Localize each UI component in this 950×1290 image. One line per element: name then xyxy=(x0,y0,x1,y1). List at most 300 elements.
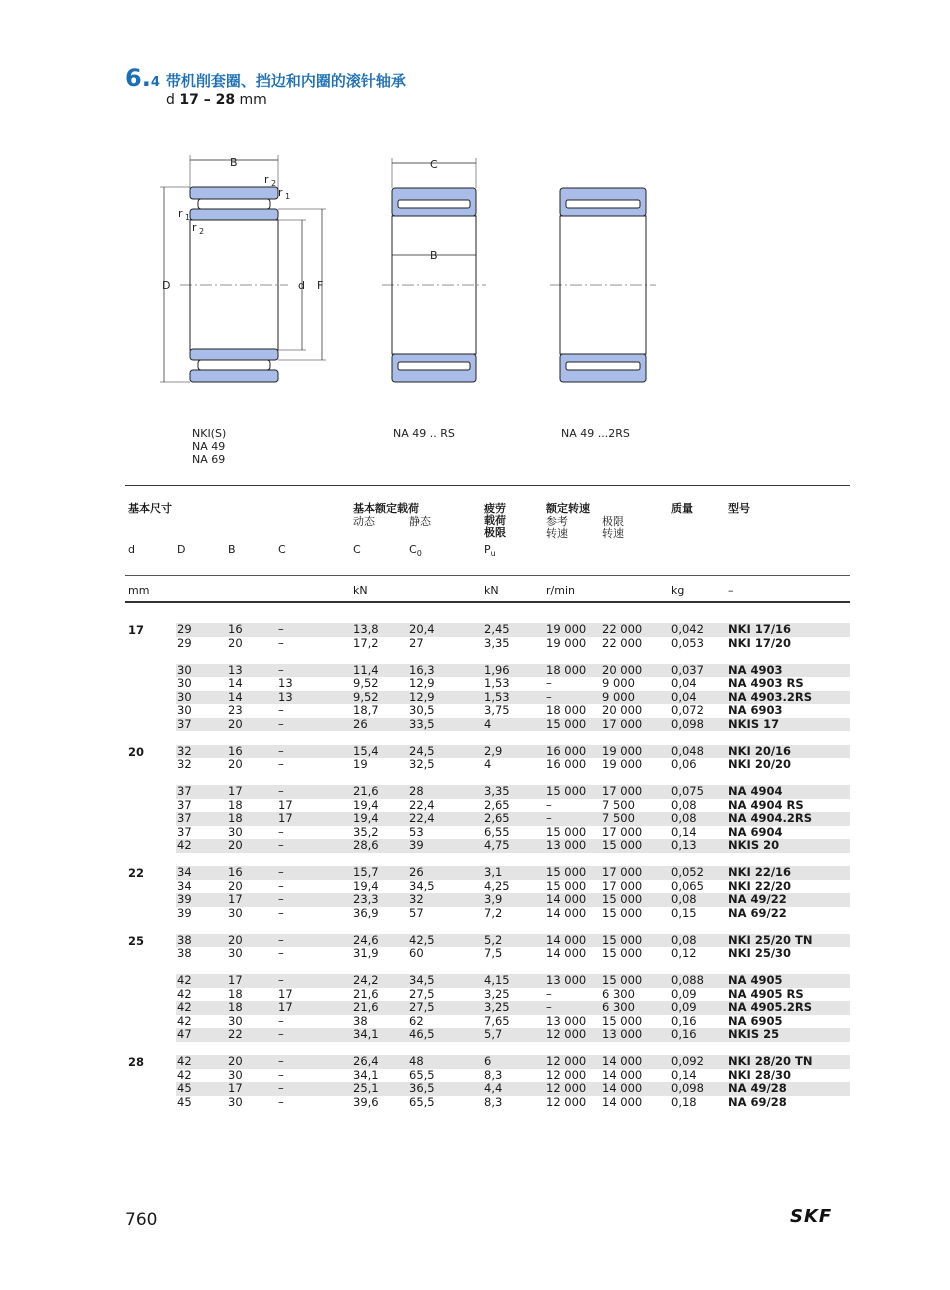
table-row xyxy=(176,704,850,718)
table-cell: 14 000 xyxy=(602,1067,643,1082)
table-row xyxy=(176,880,850,894)
table-cell: 15 000 xyxy=(546,716,587,731)
hdr-static: 静态 xyxy=(409,515,431,528)
inner-ring-top xyxy=(190,209,278,220)
designation-cell: NKIS 25 xyxy=(728,1027,780,1041)
table-cell: 30 xyxy=(228,824,243,839)
hdr-speed: 额定转速 xyxy=(546,502,590,515)
table-cell: 15 000 xyxy=(602,838,643,852)
table-cell: 3,1 xyxy=(484,865,503,879)
table-row xyxy=(176,839,850,853)
table-cell: 20 xyxy=(228,838,243,852)
table-cell: – xyxy=(278,743,284,758)
table-cell: 0,092 xyxy=(671,1054,704,1068)
table-cell: 38 xyxy=(177,932,192,947)
unit-mm: mm xyxy=(128,584,150,597)
table-cell: 4,15 xyxy=(484,973,510,987)
table-cell: 18 xyxy=(228,811,243,825)
table-row xyxy=(176,988,850,1002)
table-cell: 0,14 xyxy=(671,1067,697,1082)
table-row xyxy=(176,812,850,826)
table-row xyxy=(176,785,850,799)
unit-rpm: r/min xyxy=(546,584,575,597)
designation-cell: NA 4905 xyxy=(728,973,783,987)
table-cell: 2,65 xyxy=(484,811,510,825)
hdr-mass: 质量 xyxy=(671,502,693,515)
unit-kn-2: kN xyxy=(484,584,499,597)
table-cell: 8,3 xyxy=(484,1067,503,1082)
table-cell: 18,7 xyxy=(353,703,379,717)
table-cell: 42,5 xyxy=(409,932,435,947)
table-cell: 20,4 xyxy=(409,622,435,636)
table-cell: 0,098 xyxy=(671,1081,704,1095)
table-cell: 14 000 xyxy=(546,932,587,947)
table-cell: 57 xyxy=(409,905,424,920)
sym-B: B xyxy=(228,543,236,556)
table-row xyxy=(176,947,850,961)
table-cell: 53 xyxy=(409,824,424,839)
table-cell: 20 xyxy=(228,932,243,947)
hdr-ref-speed: 参考 转速 xyxy=(546,515,568,540)
table-cell: 4 xyxy=(484,716,492,731)
caption-na69: NA 69 xyxy=(192,453,226,466)
table-cell: 4,4 xyxy=(484,1081,503,1095)
table-cell: 36,5 xyxy=(409,1081,435,1095)
table-cell: – xyxy=(278,892,284,906)
table-cell: 37 xyxy=(177,716,192,731)
unit-kn-1: kN xyxy=(353,584,368,597)
section-title-text: 带机削套圈、挡边和内圈的滚针轴承 xyxy=(165,72,406,90)
table-cell: 38 xyxy=(177,946,192,960)
designation-cell: NA 69/22 xyxy=(728,905,787,920)
table-cell: 0,08 xyxy=(671,811,697,825)
table-cell: – xyxy=(546,797,552,812)
designation-cell: NKI 17/16 xyxy=(728,622,792,636)
table-cell: 65,5 xyxy=(409,1094,435,1109)
table-cell: 65,5 xyxy=(409,1067,435,1082)
table-cell: 46,5 xyxy=(409,1027,435,1041)
table-cell: 0,037 xyxy=(671,662,704,677)
table-row xyxy=(176,866,850,880)
bore-diameter-label: 28 xyxy=(128,1055,145,1069)
table-row xyxy=(176,1069,850,1083)
table-cell: 47 xyxy=(177,1027,192,1041)
drawing-nki xyxy=(160,155,326,382)
table-cell: 18 xyxy=(228,797,243,812)
hdr-designation: 型号 xyxy=(728,502,750,515)
table-cell: 18 000 xyxy=(546,703,587,717)
table-units-rule xyxy=(125,601,850,603)
table-cell: 37 xyxy=(177,811,192,825)
label-r1-right-sub: 1 xyxy=(285,192,291,201)
table-cell: – xyxy=(278,824,284,839)
bearing-drawings xyxy=(150,150,670,390)
table-cell: 12 000 xyxy=(546,1067,587,1082)
table-cell: 39,6 xyxy=(353,1094,379,1109)
table-cell: – xyxy=(278,1054,284,1068)
table-cell: 18 xyxy=(228,986,243,1001)
table-cell: 23 xyxy=(228,703,243,717)
table-cell: 0,065 xyxy=(671,878,704,893)
table-cell: 32 xyxy=(177,757,192,771)
table-cell: 30 xyxy=(177,703,192,717)
table-cell: 30 xyxy=(228,946,243,960)
table-cell: 17 xyxy=(278,797,293,812)
table-cell: 14 000 xyxy=(546,946,587,960)
table-cell: 17 xyxy=(278,811,293,825)
table-cell: 42 xyxy=(177,1067,192,1082)
table-cell: 15 000 xyxy=(602,973,643,987)
table-cell: – xyxy=(278,1067,284,1082)
table-cell: 33,5 xyxy=(409,716,435,731)
table-cell: 34 xyxy=(177,865,192,879)
inner-ring-bottom xyxy=(190,349,278,360)
table-cell: 5,2 xyxy=(484,932,503,947)
table-cell: 36,9 xyxy=(353,905,379,920)
table-cell: 15 000 xyxy=(602,932,643,947)
table-cell: 29 xyxy=(177,622,192,636)
table-cell: 22 000 xyxy=(602,622,643,636)
drawing-na49rs xyxy=(382,158,486,382)
unit-dash: – xyxy=(728,584,734,597)
table-cell: – xyxy=(278,622,284,636)
caption-right: NA 49 ...2RS xyxy=(561,427,630,440)
table-cell: 3,75 xyxy=(484,703,510,717)
table-cell: 0,16 xyxy=(671,1027,697,1041)
table-cell: 15 000 xyxy=(546,878,587,893)
table-cell: – xyxy=(278,662,284,677)
table-cell: – xyxy=(546,689,552,704)
table-cell: 20 xyxy=(228,635,243,650)
table-cell: 37 xyxy=(177,824,192,839)
table-cell: 42 xyxy=(177,986,192,1001)
table-cell: 0,15 xyxy=(671,905,697,920)
label-F: F xyxy=(317,279,324,292)
designation-cell: NA 6904 xyxy=(728,824,783,839)
table-row xyxy=(176,1028,850,1042)
table-cell: 27,5 xyxy=(409,986,435,1001)
table-cell: 42 xyxy=(177,1013,192,1028)
designation-cell: NKI 22/20 xyxy=(728,878,792,893)
designation-cell: NKIS 17 xyxy=(728,716,780,731)
table-cell: 15 000 xyxy=(602,1013,643,1028)
table-cell: 19 000 xyxy=(602,757,643,771)
caption-nkis: NKI(S) xyxy=(192,427,227,440)
table-cell: 32 xyxy=(409,892,424,906)
table-cell: 20 xyxy=(228,716,243,731)
table-cell: 39 xyxy=(409,838,424,852)
label-r1-left: r xyxy=(178,207,183,220)
table-cell: 25,1 xyxy=(353,1081,379,1095)
table-row xyxy=(176,664,850,678)
bore-range xyxy=(166,92,267,108)
table-row xyxy=(176,893,850,907)
table-cell: 42 xyxy=(177,1054,192,1068)
table-cell: 17 xyxy=(278,1000,293,1014)
table-cell: 0,08 xyxy=(671,932,697,947)
designation-cell: NA 4905.2RS xyxy=(728,1000,813,1014)
table-cell: 3,35 xyxy=(484,635,510,650)
table-cell: 0,14 xyxy=(671,824,697,839)
label-r2-top-sub: 2 xyxy=(271,179,277,188)
table-cell: 42 xyxy=(177,1000,192,1014)
hdr-load-ratings: 基本额定载荷 xyxy=(353,502,419,515)
table-cell: 15 000 xyxy=(546,824,587,839)
bore-diameter-label: 25 xyxy=(128,933,145,948)
table-cell: 42 xyxy=(177,838,192,852)
table-cell: 39 xyxy=(177,892,192,906)
table-cell: – xyxy=(278,703,284,717)
table-cell: – xyxy=(546,811,552,825)
sym-Pu: $P_u$ xyxy=(484,543,496,559)
table-cell: 16,3 xyxy=(409,662,435,677)
label-D: D xyxy=(162,279,171,292)
table-cell: 37 xyxy=(177,797,192,812)
table-cell: 2,9 xyxy=(484,743,503,758)
table-cell: 34 xyxy=(177,878,192,893)
table-cell: 27,5 xyxy=(409,1000,435,1014)
table-cell: 22,4 xyxy=(409,811,435,825)
designation-cell: NA 49/28 xyxy=(728,1081,787,1095)
table-cell: 34,1 xyxy=(353,1067,379,1082)
table-cell: 16 000 xyxy=(546,757,587,771)
table-cell: 0,09 xyxy=(671,1000,697,1014)
designation-cell: NA 6903 xyxy=(728,703,783,717)
table-row xyxy=(176,1015,850,1029)
table-cell: 32,5 xyxy=(409,757,435,771)
table-cell: 0,072 xyxy=(671,703,704,717)
range-unit: mm xyxy=(239,92,267,108)
table-cell: 9,52 xyxy=(353,689,379,704)
sym-C0: $C_0$ xyxy=(409,543,422,559)
table-cell: 28 xyxy=(409,784,424,798)
label-r2-left: r xyxy=(192,221,197,234)
table-cell: 9,52 xyxy=(353,676,379,690)
table-cell: 0,04 xyxy=(671,689,697,704)
table-cell: 20 xyxy=(228,878,243,893)
table-cell: – xyxy=(278,932,284,947)
table-cell: – xyxy=(278,784,284,798)
table-cell: 17 xyxy=(278,986,293,1001)
table-cell: – xyxy=(546,986,552,1001)
label-C: C xyxy=(430,158,438,171)
table-cell: 24,5 xyxy=(409,743,435,758)
section-subnumber: 4 xyxy=(150,75,160,90)
table-cell: 0,04 xyxy=(671,676,697,690)
caption-left xyxy=(192,427,226,466)
table-cell: 45 xyxy=(177,1094,192,1109)
table-cell: – xyxy=(278,1013,284,1028)
designation-cell: NA 4904.2RS xyxy=(728,811,813,825)
designation-cell: NA 4903 xyxy=(728,662,783,677)
table-cell: 3,35 xyxy=(484,784,510,798)
designation-cell: NA 4903.2RS xyxy=(728,689,813,704)
range-prefix: d xyxy=(166,92,175,108)
table-cell: 0,09 xyxy=(671,986,697,1001)
table-cell: 18 000 xyxy=(546,662,587,677)
table-row xyxy=(176,799,850,813)
label-B: B xyxy=(230,156,238,169)
table-cell: 21,6 xyxy=(353,986,379,1001)
table-cell: 5,7 xyxy=(484,1027,503,1041)
table-cell: 4 xyxy=(484,757,492,771)
designation-cell: NKI 20/16 xyxy=(728,743,792,758)
table-cell: – xyxy=(278,905,284,920)
bore-diameter-label: 17 xyxy=(128,623,145,637)
table-cell: 23,3 xyxy=(353,892,379,906)
table-cell: 13 000 xyxy=(602,1027,643,1041)
table-cell: 13 xyxy=(228,662,243,677)
table-cell: 19 xyxy=(353,757,368,771)
hdr-dynamic: 动态 xyxy=(353,515,375,528)
table-cell: 24,6 xyxy=(353,932,379,947)
table-row xyxy=(176,677,850,691)
table-cell: 16 xyxy=(228,743,243,758)
designation-cell: NKI 25/30 xyxy=(728,946,792,960)
designation-cell: NKI 22/16 xyxy=(728,865,792,879)
table-cell: 16 xyxy=(228,865,243,879)
designation-cell: NKI 17/20 xyxy=(728,635,792,650)
table-cell: 4,75 xyxy=(484,838,510,852)
table-row xyxy=(176,623,850,637)
table-cell: 3,9 xyxy=(484,892,503,906)
label-d: d xyxy=(298,279,305,292)
skf-logo: SKF xyxy=(790,1206,833,1227)
label-B-mid: B xyxy=(430,249,438,262)
table-cell: 31,9 xyxy=(353,946,379,960)
table-cell: 19 000 xyxy=(546,635,587,650)
table-cell: 13 000 xyxy=(546,838,587,852)
unit-kg: kg xyxy=(671,584,685,597)
table-cell: 32 xyxy=(177,743,192,758)
hdr-fatigue: 疲劳 载荷 极限 xyxy=(484,502,506,539)
table-cell: 34,1 xyxy=(353,1027,379,1041)
table-cell: 17 000 xyxy=(602,865,643,879)
table-cell: 1,96 xyxy=(484,662,510,677)
table-cell: 7 500 xyxy=(602,797,635,812)
table-cell: 17 xyxy=(228,784,243,798)
table-cell: – xyxy=(278,878,284,893)
table-cell: 17 000 xyxy=(602,824,643,839)
designation-cell: NKIS 20 xyxy=(728,838,780,852)
designation-cell: NKI 28/20 TN xyxy=(728,1054,813,1068)
table-cell: 21,6 xyxy=(353,784,379,798)
table-cell: 15 000 xyxy=(602,946,643,960)
sym-C: C xyxy=(278,543,286,556)
table-cell: 14 000 xyxy=(546,905,587,920)
table-cell: 2,65 xyxy=(484,797,510,812)
table-cell: 17 000 xyxy=(602,716,643,731)
label-r1-right: r xyxy=(278,186,283,199)
table-cell: 17 xyxy=(228,892,243,906)
label-r2-top: r xyxy=(264,173,269,186)
table-row xyxy=(176,745,850,759)
table-cell: 19 000 xyxy=(546,622,587,636)
table-cell: 15 000 xyxy=(546,865,587,879)
table-row xyxy=(176,934,850,948)
table-cell: – xyxy=(546,676,552,690)
table-cell: 30 xyxy=(228,905,243,920)
table-cell: 13 xyxy=(278,689,293,704)
table-cell: 22 xyxy=(228,1027,243,1041)
table-cell: 0,075 xyxy=(671,784,704,798)
table-cell: – xyxy=(278,865,284,879)
range-value: 17 – 28 xyxy=(179,92,236,108)
table-cell: 17 000 xyxy=(602,784,643,798)
outer-ring-bottom xyxy=(190,370,278,382)
caption-na49: NA 49 xyxy=(192,440,226,453)
table-cell: 17 xyxy=(228,1081,243,1095)
table-cell: 8,3 xyxy=(484,1094,503,1109)
table-row xyxy=(176,907,850,921)
table-cell: 21,6 xyxy=(353,1000,379,1014)
table-cell: 19,4 xyxy=(353,797,379,812)
table-cell: 14 000 xyxy=(602,1081,643,1095)
table-cell: 0,18 xyxy=(671,1094,697,1109)
table-cell: 12 000 xyxy=(546,1027,587,1041)
table-cell: 19,4 xyxy=(353,811,379,825)
table-cell: 13,8 xyxy=(353,622,379,636)
table-cell: 27 xyxy=(409,635,424,650)
table-cell: 42 xyxy=(177,973,192,987)
table-cell: 13 xyxy=(278,676,293,690)
table-cell: 7,65 xyxy=(484,1013,510,1028)
table-cell: – xyxy=(278,757,284,771)
table-cell: 19,4 xyxy=(353,878,379,893)
table-row xyxy=(176,1082,850,1096)
table-cell: 13 000 xyxy=(546,1013,587,1028)
table-cell: 15 000 xyxy=(602,905,643,920)
table-cell: 62 xyxy=(409,1013,424,1028)
table-row xyxy=(176,637,850,651)
table-cell: 0,052 xyxy=(671,865,704,879)
table-cell: 45 xyxy=(177,1081,192,1095)
table-cell: – xyxy=(278,1027,284,1041)
table-cell: 38 xyxy=(353,1013,368,1028)
table-cell: 6,55 xyxy=(484,824,510,839)
section-title xyxy=(125,64,406,92)
table-cell: 26,4 xyxy=(353,1054,379,1068)
table-cell: 14 000 xyxy=(546,892,587,906)
designation-cell: NA 4904 RS xyxy=(728,797,804,812)
table-cell: 20 000 xyxy=(602,662,643,677)
table-cell: 16 000 xyxy=(546,743,587,758)
table-top-rule xyxy=(125,485,850,486)
table-cell: 15,7 xyxy=(353,865,379,879)
section-number: 6. xyxy=(125,64,151,92)
table-cell: 9 000 xyxy=(602,676,635,690)
table-cell: 15 000 xyxy=(602,892,643,906)
table-cell: 16 xyxy=(228,622,243,636)
table-cell: 2,45 xyxy=(484,622,510,636)
table-row xyxy=(176,718,850,732)
table-cell: 30 xyxy=(177,662,192,677)
table-cell: 20 xyxy=(228,1054,243,1068)
table-cell: 12 000 xyxy=(546,1081,587,1095)
table-cell: 7 500 xyxy=(602,811,635,825)
label-r2-left-sub: 2 xyxy=(199,227,205,236)
table-cell: 0,042 xyxy=(671,622,704,636)
table-cell: 28,6 xyxy=(353,838,379,852)
table-cell: 30 xyxy=(228,1094,243,1109)
table-cell: – xyxy=(278,1094,284,1109)
table-cell: 14 000 xyxy=(602,1094,643,1109)
table-cell: 30 xyxy=(228,1067,243,1082)
table-cell: 15,4 xyxy=(353,743,379,758)
bore-diameter-label: 20 xyxy=(128,744,145,759)
table-cell: 30 xyxy=(228,1013,243,1028)
table-cell: 0,098 xyxy=(671,716,704,731)
